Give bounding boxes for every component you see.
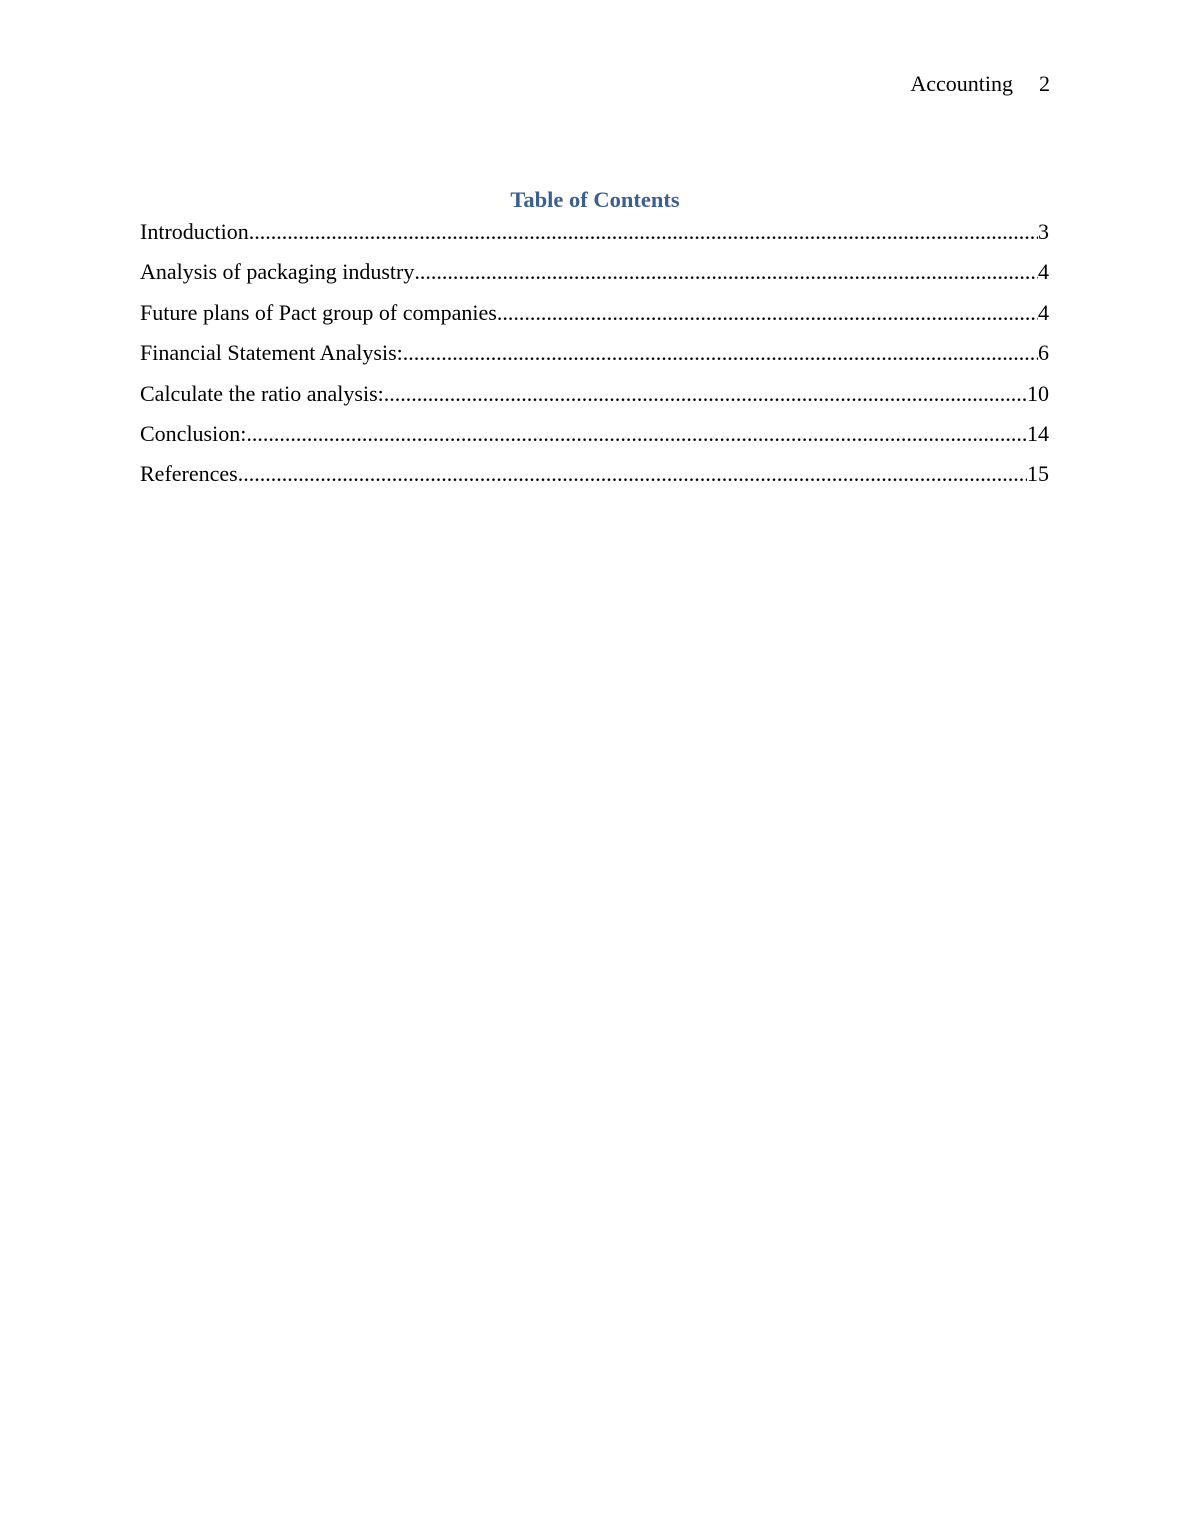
toc-entry-page: 4 <box>1038 299 1049 325</box>
toc-dot-leader <box>414 258 1038 286</box>
toc-entry-page: 4 <box>1038 259 1049 285</box>
toc-entry-page: 15 <box>1027 461 1049 487</box>
toc-entry-introduction[interactable] <box>140 218 1049 258</box>
toc-dot-leader <box>497 299 1038 327</box>
toc-entry-page: 6 <box>1038 340 1049 366</box>
toc-entry-future-plans[interactable] <box>140 299 1049 339</box>
toc-entry-conclusion[interactable] <box>140 420 1049 460</box>
toc-entry-label: References <box>140 461 238 487</box>
toc-entry-analysis-of-packaging-industry[interactable] <box>140 258 1049 298</box>
toc-entry-label: Future plans of Pact group of companies <box>140 299 497 325</box>
toc-entry-label: Introduction <box>140 219 249 244</box>
toc-entry-page: 10 <box>1027 380 1049 406</box>
table-of-contents <box>140 218 1049 501</box>
running-header <box>910 70 1050 98</box>
running-header-title: Accounting <box>910 71 1013 96</box>
toc-entry-references[interactable] <box>140 460 1049 500</box>
toc-entry-label: Calculate the ratio analysis: <box>140 380 384 406</box>
toc-title: Table of Contents <box>510 187 680 212</box>
toc-dot-leader <box>246 420 1027 448</box>
toc-entry-label: Conclusion: <box>140 420 247 446</box>
toc-dot-leader <box>384 380 1027 408</box>
toc-entry-page: 3 <box>1038 219 1049 244</box>
page-number: 2 <box>1039 71 1050 96</box>
toc-dot-leader <box>249 218 1038 246</box>
toc-dot-leader <box>403 339 1038 367</box>
toc-dot-leader <box>238 460 1027 488</box>
toc-entry-label: Analysis of packaging industry <box>140 259 415 285</box>
toc-entry-label: Financial Statement Analysis: <box>140 340 403 366</box>
toc-entry-ratio-analysis[interactable] <box>140 380 1049 420</box>
toc-entry-page: 14 <box>1027 420 1049 446</box>
toc-entry-financial-statement-analysis[interactable] <box>140 339 1049 379</box>
